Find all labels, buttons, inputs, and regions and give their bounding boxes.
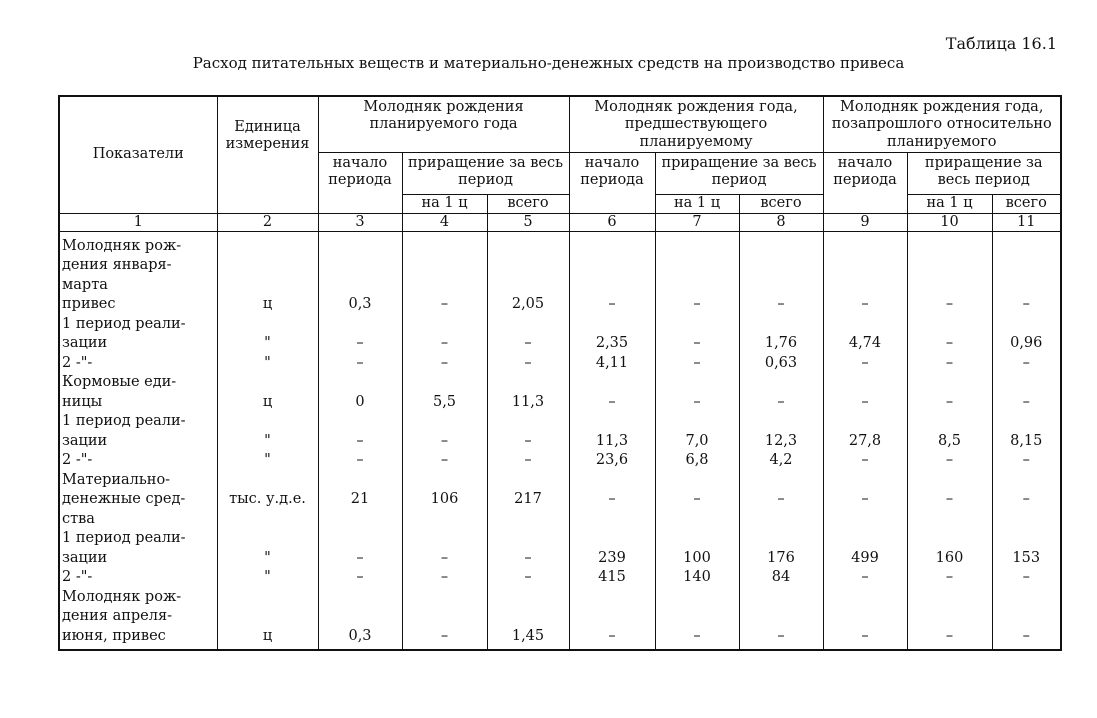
cell-line: ц: [262, 296, 273, 313]
cell-line: [491, 238, 566, 258]
cell-line: зации: [62, 549, 108, 566]
cell-line: –: [693, 354, 701, 371]
cell-line: [996, 374, 1058, 394]
cell-line: [573, 374, 652, 394]
cell-line: 2 -"-: [62, 452, 93, 469]
cell-line: [491, 257, 566, 277]
cell-line: [573, 608, 652, 628]
column-number: 2: [217, 213, 318, 231]
cell-line: –: [440, 452, 449, 469]
cell-line: [573, 511, 652, 531]
cell-line: [406, 511, 484, 531]
column-number: 11: [992, 213, 1061, 231]
col9-cell: [823, 231, 907, 650]
cell-line: –: [356, 354, 364, 371]
cell-line: –: [945, 491, 954, 508]
cell-line: –: [524, 354, 532, 371]
cell-line: [743, 316, 820, 336]
cell-line: 2,05: [511, 296, 545, 313]
cell-line: 21: [350, 491, 370, 508]
cell-line: Материально-: [62, 471, 171, 488]
column-number: 6: [569, 213, 655, 231]
cell-line: [406, 589, 484, 609]
cell-line: [221, 257, 315, 277]
cell-line: 0,63: [764, 354, 798, 371]
cell-line: денежные сред-: [62, 491, 186, 508]
cell-line: [911, 277, 989, 297]
cell-line: 0: [355, 393, 365, 410]
cell-line: –: [440, 354, 449, 371]
cell-line: [491, 316, 566, 336]
cell-line: дения января-: [62, 257, 172, 274]
cell-line: 23,6: [595, 452, 629, 469]
cell-line: 2 -"-: [62, 569, 93, 586]
cell-line: –: [440, 549, 449, 566]
header-increment-1: приращение за весь период: [402, 152, 569, 194]
column-number: 4: [402, 213, 487, 231]
cell-line: 27,8: [848, 432, 882, 449]
cell-line: [996, 257, 1058, 277]
cell-line: привес: [62, 296, 116, 313]
cell-line: [406, 277, 484, 297]
cell-line: [911, 608, 989, 628]
cell-line: [743, 472, 820, 492]
cell-line: [996, 472, 1058, 492]
col6-cell: [569, 231, 655, 650]
cell-line: [406, 413, 484, 433]
cell-line: [743, 238, 820, 258]
cell-line: [491, 511, 566, 531]
cell-line: –: [524, 432, 532, 449]
cell-line: [659, 238, 736, 258]
cell-line: 1,45: [511, 627, 545, 644]
header-group-year-before-previous: Молодняк рождения года, позапрошлого относительно планируемого: [823, 96, 1061, 152]
cell-line: –: [356, 549, 364, 566]
cell-line: [996, 589, 1058, 609]
col3-cell: [318, 231, 402, 650]
cell-line: –: [440, 296, 449, 313]
cell-line: –: [356, 335, 364, 352]
unit-cell: [217, 231, 318, 650]
header-group-previous-year: Молодняк рождения года, предшествующего планируемому: [569, 96, 823, 152]
cell-line: [406, 472, 484, 492]
indicators-cell: [59, 231, 217, 650]
header-per-1c-3: на 1 ц: [907, 194, 992, 213]
col10-cell: [907, 231, 992, 650]
cell-line: [322, 316, 399, 336]
cell-line: [659, 316, 736, 336]
cell-line: –: [608, 627, 616, 644]
cell-line: [491, 374, 566, 394]
cell-line: [743, 511, 820, 531]
cell-line: 0,96: [1010, 335, 1043, 352]
cell-line: [659, 608, 736, 628]
cell-line: 4,74: [848, 335, 882, 352]
cell-line: [659, 511, 736, 531]
column-number: 5: [487, 213, 569, 231]
cell-line: [996, 530, 1058, 550]
cell-line: зации: [62, 335, 108, 352]
cell-line: [573, 589, 652, 609]
cell-line: –: [861, 491, 869, 508]
cell-line: –: [440, 432, 449, 449]
header-indicators: Показатели: [59, 96, 217, 213]
header-increment-3: приращение за весь период: [907, 152, 1061, 194]
cell-line: ц: [262, 627, 273, 644]
cell-line: [827, 257, 904, 277]
cell-line: –: [1022, 393, 1030, 410]
cell-line: [322, 238, 399, 258]
cell-line: [911, 472, 989, 492]
cell-line: 140: [683, 569, 711, 586]
cell-line: [996, 238, 1058, 258]
cell-line: –: [945, 452, 954, 469]
header-total-3: всего: [992, 194, 1061, 213]
cell-line: ": [264, 452, 271, 469]
cell-line: –: [945, 354, 954, 371]
cell-line: [659, 530, 736, 550]
cell-line: [911, 413, 989, 433]
cell-line: [221, 472, 315, 492]
cell-line: [491, 413, 566, 433]
header-per-1c-2: на 1 ц: [655, 194, 739, 213]
cell-line: –: [1022, 296, 1030, 313]
cell-line: [221, 277, 315, 297]
cell-line: [491, 277, 566, 297]
header-start-period-3: начало периода: [823, 152, 907, 213]
cell-line: [322, 257, 399, 277]
cell-line: 217: [514, 491, 542, 508]
cell-line: [743, 589, 820, 609]
cell-line: [743, 530, 820, 550]
cell-line: –: [524, 452, 532, 469]
cell-line: –: [945, 393, 954, 410]
cell-line: 84: [771, 569, 791, 586]
cell-line: [491, 530, 566, 550]
cell-line: [827, 608, 904, 628]
cell-line: 7,0: [685, 432, 709, 449]
column-number: 8: [739, 213, 823, 231]
cell-line: 6,8: [685, 452, 709, 469]
cell-line: 100: [683, 549, 711, 566]
cell-line: [322, 608, 399, 628]
cell-line: [573, 277, 652, 297]
cell-line: –: [945, 627, 954, 644]
cell-line: [659, 413, 736, 433]
cell-line: –: [1022, 354, 1030, 371]
cell-line: ": [264, 335, 271, 352]
column-number: 10: [907, 213, 992, 231]
cell-line: [827, 316, 904, 336]
cell-line: 4,2: [769, 452, 793, 469]
cell-line: 0,3: [348, 296, 372, 313]
cell-line: –: [356, 432, 364, 449]
cell-line: [911, 374, 989, 394]
header-increment-2: приращение за весь период: [655, 152, 823, 194]
cell-line: 2,35: [595, 335, 629, 352]
column-number: 7: [655, 213, 739, 231]
cell-line: тыс. у.д.е.: [229, 491, 306, 508]
cell-line: [996, 316, 1058, 336]
cell-line: –: [945, 335, 954, 352]
cell-line: 2 -"-: [62, 354, 93, 371]
cell-line: [491, 472, 566, 492]
cell-line: 8,5: [937, 432, 962, 449]
cell-line: –: [608, 393, 616, 410]
cell-line: ": [264, 549, 271, 566]
cell-line: –: [356, 452, 364, 469]
cell-line: –: [861, 452, 869, 469]
col4-cell: [402, 231, 487, 650]
cell-line: ": [264, 432, 271, 449]
cell-line: 5,5: [432, 393, 457, 410]
cell-line: [406, 608, 484, 628]
header-start-period-1: начало периода: [318, 152, 402, 213]
cell-line: Кормовые еди-: [62, 374, 177, 391]
cell-line: [996, 413, 1058, 433]
cell-line: [406, 374, 484, 394]
cell-line: –: [608, 296, 616, 313]
header-start-period-2: начало периода: [569, 152, 655, 213]
cell-line: –: [777, 491, 785, 508]
cell-line: 1 период реали-: [62, 530, 186, 547]
cell-line: [827, 530, 904, 550]
cell-line: [827, 238, 904, 258]
header-unit: Единица измерения: [217, 96, 318, 213]
cell-line: –: [356, 569, 364, 586]
cell-line: [406, 238, 484, 258]
cell-line: [491, 589, 566, 609]
cell-line: марта: [62, 276, 108, 293]
cell-line: –: [524, 549, 532, 566]
cell-line: 239: [598, 549, 626, 566]
cell-line: [996, 277, 1058, 297]
cell-line: [221, 413, 315, 433]
cell-line: ницы: [62, 393, 103, 410]
cell-line: –: [693, 393, 701, 410]
cell-line: –: [693, 491, 701, 508]
cell-line: –: [693, 627, 701, 644]
cell-line: [911, 511, 989, 531]
cell-line: 12,3: [764, 432, 798, 449]
cell-line: –: [1022, 491, 1030, 508]
cell-line: [322, 511, 399, 531]
cell-line: [322, 374, 399, 394]
cell-line: –: [945, 296, 954, 313]
cell-line: –: [440, 569, 449, 586]
cell-line: –: [861, 393, 869, 410]
cell-line: –: [861, 627, 869, 644]
cell-line: –: [1022, 452, 1030, 469]
cell-line: 106: [430, 491, 459, 508]
cell-line: [573, 472, 652, 492]
cell-line: [743, 257, 820, 277]
cell-line: [827, 589, 904, 609]
cell-line: дения апреля-: [62, 608, 173, 625]
cell-line: [827, 277, 904, 297]
cell-line: [659, 257, 736, 277]
cell-line: 153: [1012, 549, 1041, 566]
cell-line: –: [608, 491, 616, 508]
header-total-1: всего: [487, 194, 569, 213]
cell-line: –: [524, 335, 532, 352]
cell-line: –: [945, 569, 954, 586]
cell-line: ц: [262, 393, 273, 410]
cell-line: зации: [62, 432, 108, 449]
cell-line: [406, 316, 484, 336]
cell-line: [996, 511, 1058, 531]
cell-line: [827, 472, 904, 492]
cell-line: –: [1022, 627, 1030, 644]
cell-line: [221, 608, 315, 628]
cell-line: –: [777, 627, 785, 644]
cell-line: –: [861, 296, 869, 313]
table-caption: Расход питательных веществ и материально-денежных средств на производство привеса: [192, 54, 905, 72]
cell-line: [743, 374, 820, 394]
cell-line: ства: [62, 510, 95, 527]
cell-line: [911, 316, 989, 336]
cell-line: [743, 277, 820, 297]
cell-line: –: [693, 296, 701, 313]
cell-line: –: [440, 627, 449, 644]
column-number: 9: [823, 213, 907, 231]
cell-line: [322, 277, 399, 297]
cell-line: [221, 530, 315, 550]
cell-line: 1 период реали-: [62, 315, 186, 332]
cell-line: [827, 413, 904, 433]
cell-line: [322, 413, 399, 433]
cell-line: [322, 589, 399, 609]
column-number: 3: [318, 213, 402, 231]
cell-line: ": [264, 354, 271, 371]
cell-line: [659, 374, 736, 394]
cell-line: [659, 472, 736, 492]
cell-line: [996, 608, 1058, 628]
cell-line: –: [1022, 569, 1030, 586]
cell-line: 8,15: [1010, 432, 1043, 449]
cell-line: [322, 530, 399, 550]
cell-line: [743, 413, 820, 433]
cell-line: [573, 413, 652, 433]
cell-line: –: [440, 335, 449, 352]
cell-line: [573, 530, 652, 550]
cell-line: [491, 608, 566, 628]
cell-line: [221, 511, 315, 531]
cell-line: [322, 472, 399, 492]
cell-line: Молодняк рож-: [62, 237, 182, 254]
cell-line: [827, 511, 904, 531]
cell-line: 11,3: [595, 432, 629, 449]
cell-line: ": [264, 569, 271, 586]
cell-line: –: [861, 354, 869, 371]
cell-line: Молодняк рож-: [62, 588, 182, 605]
cell-line: 1,76: [764, 335, 798, 352]
cell-line: [221, 374, 315, 394]
cell-line: 160: [935, 549, 964, 566]
cell-line: [573, 257, 652, 277]
col7-cell: [655, 231, 739, 650]
cell-line: [221, 316, 315, 336]
cell-line: [911, 238, 989, 258]
cell-line: [221, 589, 315, 609]
cell-line: [911, 530, 989, 550]
cell-line: [827, 374, 904, 394]
cell-line: [406, 257, 484, 277]
cell-line: [573, 316, 652, 336]
cell-line: [659, 277, 736, 297]
cell-line: –: [693, 335, 701, 352]
cell-line: –: [524, 569, 532, 586]
header-per-1c-1: на 1 ц: [402, 194, 487, 213]
col11-cell: [992, 231, 1061, 650]
column-number: 1: [59, 213, 217, 231]
cell-line: [911, 589, 989, 609]
cell-line: –: [861, 569, 869, 586]
cell-line: [911, 257, 989, 277]
cell-line: 176: [767, 549, 795, 566]
table-number: Таблица 16.1: [945, 34, 1057, 53]
cell-line: [659, 589, 736, 609]
cell-line: 4,11: [595, 354, 629, 371]
cell-line: [221, 238, 315, 258]
data-table: [58, 95, 1062, 651]
cell-line: 499: [851, 549, 879, 566]
cell-line: июня, привес: [62, 627, 166, 644]
col5-cell: [487, 231, 569, 650]
cell-line: 415: [598, 569, 626, 586]
header-total-2: всего: [739, 194, 823, 213]
cell-line: 0,3: [348, 627, 372, 644]
cell-line: 1 период реали-: [62, 413, 186, 430]
header-group-planned-year: Молодняк рождения планируемого года: [318, 96, 569, 152]
cell-line: –: [777, 393, 785, 410]
cell-line: 11,3: [511, 393, 545, 410]
cell-line: [743, 608, 820, 628]
cell-line: –: [777, 296, 785, 313]
cell-line: [406, 530, 484, 550]
cell-line: [573, 238, 652, 258]
col8-cell: [739, 231, 823, 650]
